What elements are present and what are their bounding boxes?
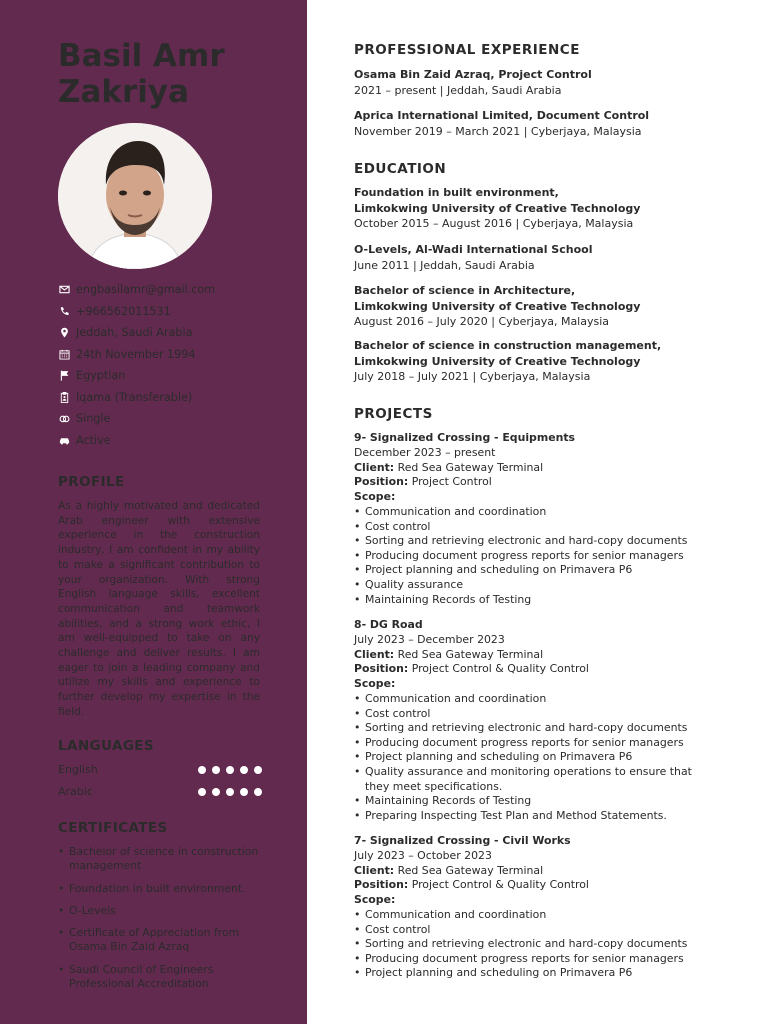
certificates-list [58, 845, 268, 999]
list-item: • Cost control [354, 922, 431, 936]
list-item: • Producing document progress reports for senior managers [354, 951, 684, 965]
experience-item: Aprica International Limited, Document Control November 2019 – March 2021 | Cyberjaya, Malaysia [354, 109, 650, 138]
contact-birthdate: 24th November 1994 [58, 344, 268, 366]
list-item: • Producing document progress reports for senior managers [354, 735, 684, 749]
contact-marital-status: Single [58, 408, 268, 430]
language-row-english [58, 763, 262, 776]
language-level-dots [198, 766, 262, 774]
education-heading: EDUCATION [354, 161, 447, 177]
avatar [58, 123, 212, 269]
projects-heading: PROJECTS [354, 406, 433, 422]
language-name: English [58, 763, 98, 776]
list-item: • Communication and coordination [354, 504, 547, 518]
language-name: Arabic [58, 785, 93, 798]
location-icon [58, 327, 70, 339]
list-item: • Certificate of Appreciation from Osama Bin Zaid Azraq [58, 926, 240, 954]
list-item: • Communication and coordination [354, 691, 547, 705]
contact-residency: Iqama (Transferable) [58, 387, 268, 409]
project-item: 8- DG Road July 2023 – December 2023 Client: Red Sea Gateway Terminal Position: Project Control & Quality Control Scope: • Communication and coordination • Cost control • Sorting and retrieving electronic and hard-copy documents • Producing document progress reports for senior managers • Project planning and scheduling on Primavera P6 • Quality assurance and monitoring operations to ensure that they meet specifications. • Maintaining Records of Testing • Preparing Inspecting Test Plan and Method Statements. [354, 618, 749, 823]
list-item: • Project planning and scheduling on Primavera P6 [354, 750, 633, 764]
car-icon [58, 434, 70, 446]
profile-photo [58, 123, 212, 269]
list-item: • Cost control [354, 706, 431, 720]
contact-phone[interactable]: +966562011531 [58, 301, 268, 323]
list-item: • Quality assurance [354, 577, 464, 591]
list-item: • Sorting and retrieving electronic and hard-copy documents [354, 937, 688, 951]
list-item: • Preparing Inspecting Test Plan and Method Statements. [354, 808, 667, 822]
candidate-name: Basil Amr Zakriya [58, 38, 225, 110]
list-item: • Communication and coordination [354, 907, 547, 921]
flag-icon [58, 370, 70, 382]
list-item: • Bachelor of science in construction management [58, 845, 259, 873]
education-item: Bachelor of science in construction management, Limkokwing University of Creative Technology July 2018 – July 2021 | Cyberjaya, Malaysia [354, 339, 662, 384]
contact-list [58, 279, 268, 451]
list-item: • Maintaining Records of Testing [354, 592, 532, 606]
certificates-heading: CERTIFICATES [58, 820, 168, 836]
list-item: • Maintaining Records of Testing [354, 794, 532, 808]
calendar-icon [58, 348, 70, 360]
experience-heading: PROFESSIONAL EXPERIENCE [354, 42, 580, 58]
list-item: • Foundation in built environment. [58, 881, 246, 895]
contact-location: Jeddah, Saudi Arabia [58, 322, 268, 344]
contact-driving-license: Active [58, 430, 268, 452]
list-item: • Cost control [354, 519, 431, 533]
education-item: Foundation in built environment, Limkokwing University of Creative Technology October 2015 – August 2016 | Cyberjaya, Malaysia [354, 186, 641, 231]
education-item: O-Levels, Al-Wadi International School June 2011 | Jeddah, Saudi Arabia [354, 243, 593, 272]
list-item: • Saudi Council of Engineers Professional Accreditation [58, 962, 214, 991]
id-card-icon [58, 391, 70, 403]
language-row-arabic [58, 785, 262, 798]
profile-heading: PROFILE [58, 474, 125, 490]
list-item: • Producing document progress reports for senior managers [354, 548, 684, 562]
contact-nationality: Egyptian [58, 365, 268, 387]
experience-item: Osama Bin Zaid Azraq, Project Control 2021 – present | Jeddah, Saudi Arabia [354, 68, 592, 97]
phone-icon [58, 305, 70, 317]
languages-heading: LANGUAGES [58, 738, 155, 754]
list-item: • Project planning and scheduling on Primavera P6 [354, 966, 633, 980]
list-item: • Sorting and retrieving electronic and hard-copy documents [354, 534, 688, 548]
rings-icon [58, 413, 70, 425]
profile-summary: As a highly motivated and dedicated Arab engineer with extensive experience in the construction industry, I am confident in my ability to make a significant contribution to your organization. With strong English language skills, excellent communication and teamwork abilities, and a strong work ethic, I am well-equipped to take on any challenge and deliver results. I am eager to join a leading company and utilize my skills and experience to further develop my expertise in the field. [58, 500, 260, 718]
email-icon [58, 284, 70, 296]
language-level-dots [198, 788, 262, 796]
list-item: • Quality assurance and monitoring operations to ensure that they meet specifications. [354, 764, 692, 793]
project-item: 9- Signalized Crossing - Equipments December 2023 – present Client: Red Sea Gateway Terminal Position: Project Control Scope: • Communication and coordination • Cost control • Sorting and retrieving electronic and hard-copy documents • Producing document progress reports for senior managers • Project planning and scheduling on Primavera P6 • Quality assurance • Maintaining Records of Testing [354, 431, 749, 607]
list-item: • O-Levels [58, 903, 116, 917]
project-item: 7- Signalized Crossing - Civil Works July 2023 – October 2023 Client: Red Sea Gateway Terminal Position: Project Control & Quality Control Scope: • Communication and coordination • Cost control • Sorting and retrieving electronic and hard-copy documents • Producing document progress reports for senior managers • Project planning and scheduling on Primavera P6 [354, 834, 749, 981]
education-item: Bachelor of science in Architecture, Limkokwing University of Creative Technology August 2016 – July 2020 | Cyberjaya, Malaysia [354, 284, 641, 329]
contact-email[interactable]: engbasilamr@gmail.com [58, 279, 268, 301]
list-item: • Sorting and retrieving electronic and hard-copy documents [354, 721, 688, 735]
list-item: • Project planning and scheduling on Primavera P6 [354, 563, 633, 577]
